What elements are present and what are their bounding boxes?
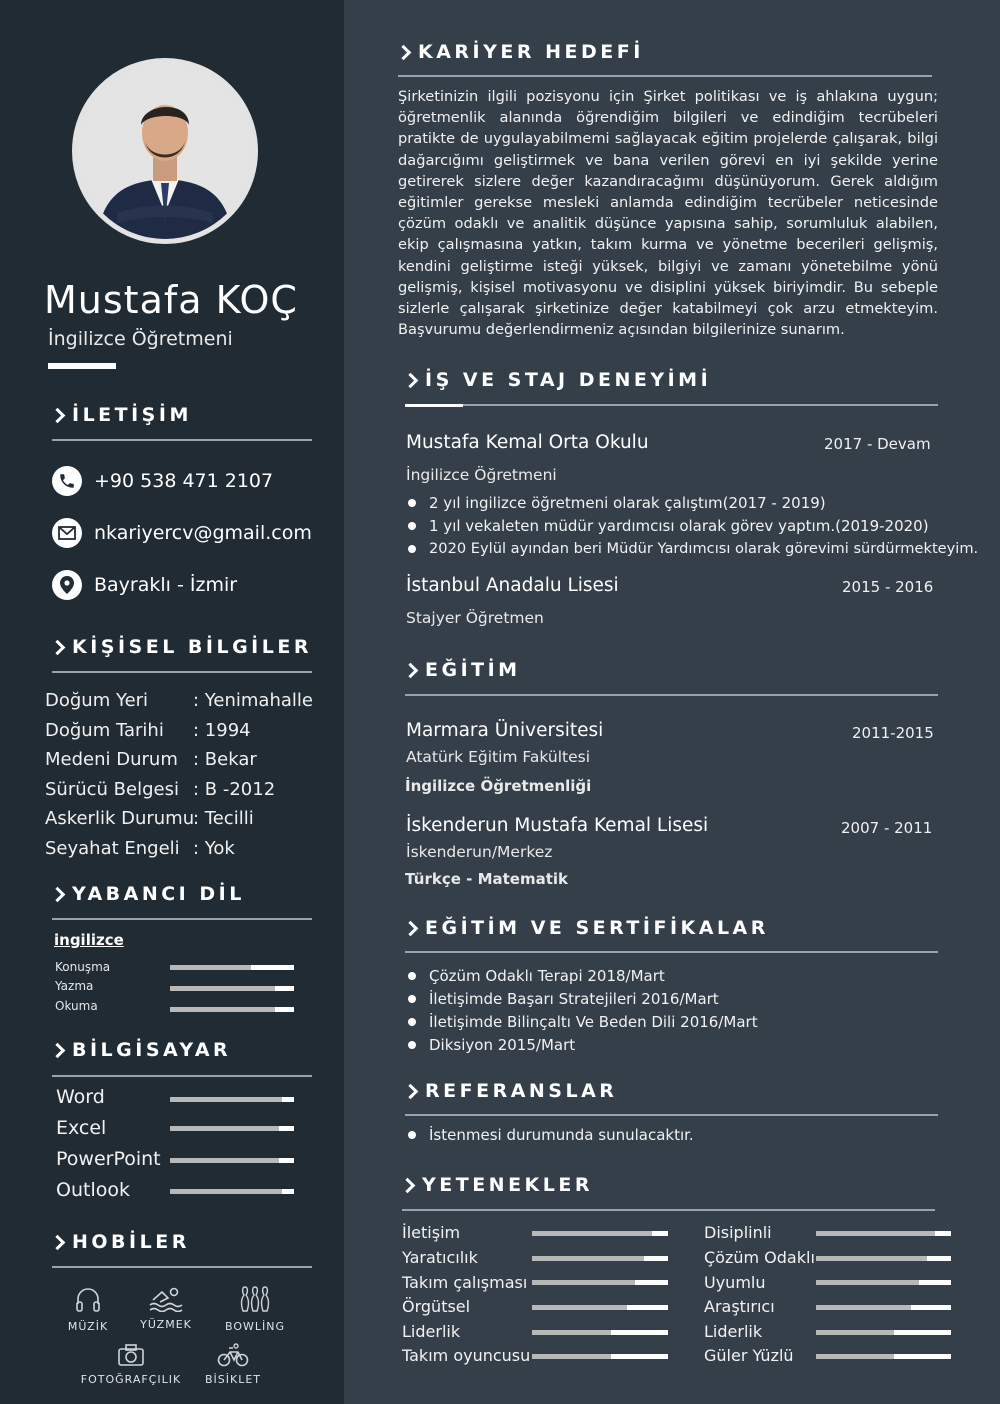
bowling-pins-icon (238, 1284, 272, 1314)
education-heading-text: EĞİTİM (425, 659, 521, 681)
ability-label: Liderlik (402, 1322, 461, 1341)
envelope-icon (52, 518, 82, 548)
skill-bar-fill (816, 1231, 935, 1236)
ability-bar (532, 1256, 668, 1261)
ability-label: Çözüm Odaklı (704, 1248, 815, 1267)
hobby-label: FOTOĞRAFÇILIK (80, 1373, 182, 1386)
bullet-icon (408, 499, 416, 507)
sidebar (0, 0, 344, 1404)
personal-value: : Bekar (193, 749, 257, 770)
contact-location-row (52, 570, 237, 600)
section-divider-accent (405, 404, 463, 407)
personal-label: Doğum Tarihi (45, 720, 164, 741)
language-skill-bar (170, 965, 294, 970)
chevron-right-icon (403, 372, 419, 388)
personal-row (45, 690, 313, 711)
bullet-icon (408, 972, 416, 980)
skill-bar-fill (816, 1305, 911, 1310)
contact-phone-row (52, 466, 273, 496)
personal-heading (52, 636, 312, 658)
portrait-image (77, 63, 253, 239)
chevron-right-icon (50, 1234, 66, 1250)
profile-photo (72, 58, 258, 244)
hobby-photography (76, 1343, 186, 1386)
chevron-right-icon (50, 1042, 66, 1058)
skill-bar-fill (170, 965, 251, 970)
section-divider (405, 404, 938, 406)
ability-label: Uyumlu (704, 1273, 766, 1292)
computer-skill-label: Outlook (56, 1179, 130, 1201)
abilities-heading-text: YETENEKLER (422, 1174, 593, 1196)
certificate-text: İletişimde Başarı Stratejileri 2016/Mart (429, 990, 719, 1008)
career-heading (398, 41, 644, 63)
certificate-item (406, 1036, 575, 1054)
job-organization: İstanbul Anadalu Lisesi (406, 575, 619, 596)
personal-value: : Yenimahalle (193, 690, 313, 711)
ability-label: Disiplinli (704, 1223, 772, 1242)
bullet-icon (408, 1018, 416, 1026)
ability-bar (532, 1330, 668, 1335)
computer-skill-bar (170, 1097, 294, 1102)
ability-bar (816, 1330, 951, 1335)
chevron-right-icon (400, 1177, 416, 1193)
certificates-heading (405, 917, 769, 939)
hobby-label: BOWLİNG (224, 1320, 285, 1333)
experience-heading (405, 369, 711, 391)
contact-phone[interactable]: +90 538 471 2107 (94, 470, 274, 492)
education-faculty: Atatürk Eğitim Fakültesi (406, 748, 591, 766)
skill-bar-fill (532, 1256, 644, 1261)
certificate-item (406, 967, 665, 985)
ability-label: Örgütsel (402, 1297, 471, 1316)
ability-bar (532, 1280, 668, 1285)
computer-heading-text: BİLGİSAYAR (72, 1039, 232, 1061)
ability-bar (532, 1231, 668, 1236)
ability-label: Takım oyuncusu (402, 1346, 531, 1365)
camera-icon (117, 1343, 145, 1367)
personal-row (45, 720, 251, 741)
personal-value: : 1994 (193, 720, 251, 741)
section-divider (52, 1075, 312, 1077)
profile-name: Mustafa KOÇ (44, 278, 298, 322)
certificate-text: İletişimde Bilinçaltı Ve Beden Dili 2016/Mart (429, 1013, 758, 1031)
ability-bar (816, 1231, 951, 1236)
certificate-item (406, 990, 719, 1008)
language-skill-bar (170, 1007, 294, 1012)
computer-skill-label: Excel (56, 1117, 107, 1139)
personal-label: Seyahat Engeli (45, 838, 180, 859)
references-heading-text: REFERANSLAR (425, 1080, 618, 1102)
personal-label: Sürücü Belgesi (45, 779, 179, 800)
contact-location: Bayraklı - İzmir (94, 574, 238, 596)
personal-heading-text: KİŞİSEL BİLGİLER (72, 636, 312, 658)
contact-heading (52, 404, 192, 426)
skill-bar-fill (816, 1330, 894, 1335)
computer-skill-label: Word (56, 1086, 105, 1108)
job-date: 2015 - 2016 (842, 578, 934, 596)
hobbies-heading-text: HOBİLER (72, 1231, 190, 1253)
ability-bar (532, 1354, 668, 1359)
education-date: 2007 - 2011 (841, 819, 933, 837)
chevron-right-icon (403, 920, 419, 936)
hobby-swimming (126, 1284, 206, 1331)
job-bullet (406, 540, 978, 557)
skill-bar-fill (816, 1354, 894, 1359)
section-divider (52, 1266, 312, 1268)
personal-row (45, 838, 235, 859)
ability-label: Takım çalışması (402, 1273, 528, 1292)
ability-bar (816, 1305, 951, 1310)
section-divider (405, 694, 938, 696)
job-date: 2017 - Devam (824, 435, 931, 453)
ability-label: İletişim (402, 1223, 461, 1242)
skill-bar-fill (816, 1280, 919, 1285)
hobby-label: YÜZMEK (140, 1318, 192, 1331)
education-faculty: İskenderun/Merkez (406, 843, 553, 861)
personal-label: Medeni Durum (45, 749, 178, 770)
bullet-icon (408, 1041, 416, 1049)
contact-heading-text: İLETİŞİM (72, 404, 192, 426)
hobby-music (48, 1284, 128, 1333)
ability-bar (816, 1256, 951, 1261)
language-heading (52, 883, 245, 905)
personal-row (45, 779, 275, 800)
personal-row (45, 808, 254, 829)
ability-label: Yaratıcılık (402, 1248, 478, 1267)
certificate-item (406, 1013, 758, 1031)
contact-email[interactable]: nkariyercv@gmail.com (94, 522, 312, 544)
headphones-icon (73, 1284, 103, 1314)
computer-skill-bar (170, 1189, 294, 1194)
job-bullet (406, 494, 826, 512)
reference-text: İstenmesi durumunda sunulacaktır. (429, 1126, 694, 1144)
job-bullet-text: 1 yıl vekaleten müdür yardımcısı olarak görev yaptım.(2019-2020) (429, 517, 929, 535)
career-heading-text: KARİYER HEDEFİ (418, 41, 644, 63)
name-underline (48, 363, 116, 369)
skill-bar-fill (816, 1256, 927, 1261)
hobby-label: MÜZİK (67, 1320, 109, 1333)
abilities-heading (402, 1174, 593, 1196)
section-divider (402, 1209, 935, 1211)
job-role: İngilizce Öğretmeni (406, 466, 557, 484)
skill-bar-fill (532, 1354, 611, 1359)
personal-row (45, 749, 257, 770)
chevron-right-icon (50, 407, 66, 423)
education-field: İngilizce Öğretmenliği (405, 777, 592, 795)
section-divider (405, 1114, 938, 1116)
chevron-right-icon (403, 1083, 419, 1099)
language-skill-bar (170, 986, 294, 991)
career-objective-text: Şirketinizin ilgili pozisyonu için Şirket politikası ve iş ahlakına uygun; öğretmenlik alanında öğrendiğim bilgileri ve edindiğim tecrübeleri pratikte de uygulayabilmemi sağlayacak eğitim projelerde çalışarak, bilgi dağarcığımı geliştirmek ve bana verilen görevi en iyi şekilde yerine getirerek sizlere değer kazandıracağımı düşünüyorum. Gerek aldığım eğitimler gerekse mesleki anlamda edindiğim tecrübeler neticesinde çözüm odaklı ve analitik düşünce yapısına sahip, sorumluluk alabilen, ekip çalışmasına yatkın, takım kurma ve yönetme becerileri gelişmiş, kendini geliştirme isteği yüksek, bilgiyi ve zamanı yönetebilme yönü gelişmiş, kişisel motivasyonu ve disiplini yüksek biriyimdir. Bu sebeple sizlerle çalışarak şirketinize değer katabilmeyi çok arzu etmekteyim. Başvurumu değerlendirmeniz açısından bilgilerinize sunarım. (398, 88, 938, 339)
skill-bar-fill (170, 1097, 282, 1102)
skill-bar-fill (170, 986, 275, 991)
hobbies-heading (52, 1231, 190, 1253)
section-divider (52, 671, 312, 673)
reference-item (406, 1126, 694, 1144)
section-divider (52, 918, 312, 920)
experience-heading-text: İŞ VE STAJ DENEYİMİ (425, 369, 712, 391)
hobby-label: BİSİKLET (204, 1373, 262, 1386)
profile-title: İngilizce Öğretmeni (48, 328, 233, 350)
skill-bar-fill (532, 1330, 611, 1335)
personal-value: : Tecilli (193, 808, 254, 829)
bicycle-icon (217, 1343, 249, 1367)
ability-bar (816, 1354, 951, 1359)
language-heading-text: YABANCI DİL (72, 883, 245, 905)
skill-bar-fill (170, 1007, 275, 1012)
job-bullet-text: 2 yıl ingilizce öğretmeni olarak çalıştım(2017 - 2019) (429, 494, 826, 512)
job-bullet-text: 2020 Eylül ayından beri Müdür Yardımcısı olarak görevimi sürdürmekteyim. (429, 540, 979, 557)
certificates-heading-text: EĞİTİM VE SERTİFİKALAR (425, 917, 769, 939)
skill-bar-fill (170, 1158, 279, 1163)
chevron-right-icon (50, 886, 66, 902)
skill-bar-fill (532, 1305, 627, 1310)
job-organization: Mustafa Kemal Orta Okulu (406, 432, 649, 453)
location-pin-icon (52, 570, 82, 600)
skill-bar-fill (532, 1231, 652, 1236)
education-heading (405, 659, 521, 681)
education-school: Marmara Üniversitesi (406, 720, 604, 741)
bullet-icon (408, 1131, 416, 1139)
computer-skill-bar (170, 1126, 294, 1131)
section-divider (398, 75, 932, 77)
bullet-icon (408, 522, 416, 530)
ability-label: Liderlik (704, 1322, 763, 1341)
hobby-cycling (193, 1343, 273, 1386)
computer-skill-label: PowerPoint (56, 1148, 161, 1170)
ability-label: Araştırıcı (704, 1297, 775, 1316)
phone-icon (52, 466, 82, 496)
personal-value: : B -2012 (193, 779, 276, 800)
chevron-right-icon (50, 639, 66, 655)
language-skill-label: Yazma (55, 979, 94, 993)
computer-skill-bar (170, 1158, 294, 1163)
skill-bar-fill (170, 1189, 282, 1194)
chevron-right-icon (396, 44, 412, 60)
swimmer-icon (148, 1284, 184, 1312)
skill-bar-fill (170, 1126, 279, 1131)
job-bullet (406, 517, 929, 535)
certificate-text: Diksiyon 2015/Mart (429, 1036, 576, 1054)
bullet-icon (408, 545, 416, 553)
personal-label: Askerlik Durumu (45, 808, 195, 829)
language-skill-label: Okuma (55, 999, 98, 1013)
skill-bar-fill (532, 1280, 635, 1285)
bullet-icon (408, 995, 416, 1003)
contact-email-row (52, 518, 312, 548)
ability-bar (816, 1280, 951, 1285)
section-divider (405, 951, 938, 953)
hobby-bowling (215, 1284, 295, 1333)
education-field: Türkçe - Matematik (405, 870, 569, 888)
personal-label: Doğum Yeri (45, 690, 149, 711)
language-name: ingilizce (54, 931, 124, 949)
education-date: 2011-2015 (852, 724, 934, 742)
language-skill-label: Konuşma (55, 960, 111, 974)
references-heading (405, 1080, 617, 1102)
education-school: İskenderun Mustafa Kemal Lisesi (406, 815, 709, 836)
job-role: Stajyer Öğretmen (406, 609, 544, 627)
certificate-text: Çözüm Odaklı Terapi 2018/Mart (429, 967, 665, 985)
section-divider (52, 439, 312, 441)
personal-value: : Yok (193, 838, 235, 859)
chevron-right-icon (403, 662, 419, 678)
ability-label: Güler Yüzlü (704, 1346, 794, 1365)
computer-heading (52, 1039, 231, 1061)
ability-bar (532, 1305, 668, 1310)
